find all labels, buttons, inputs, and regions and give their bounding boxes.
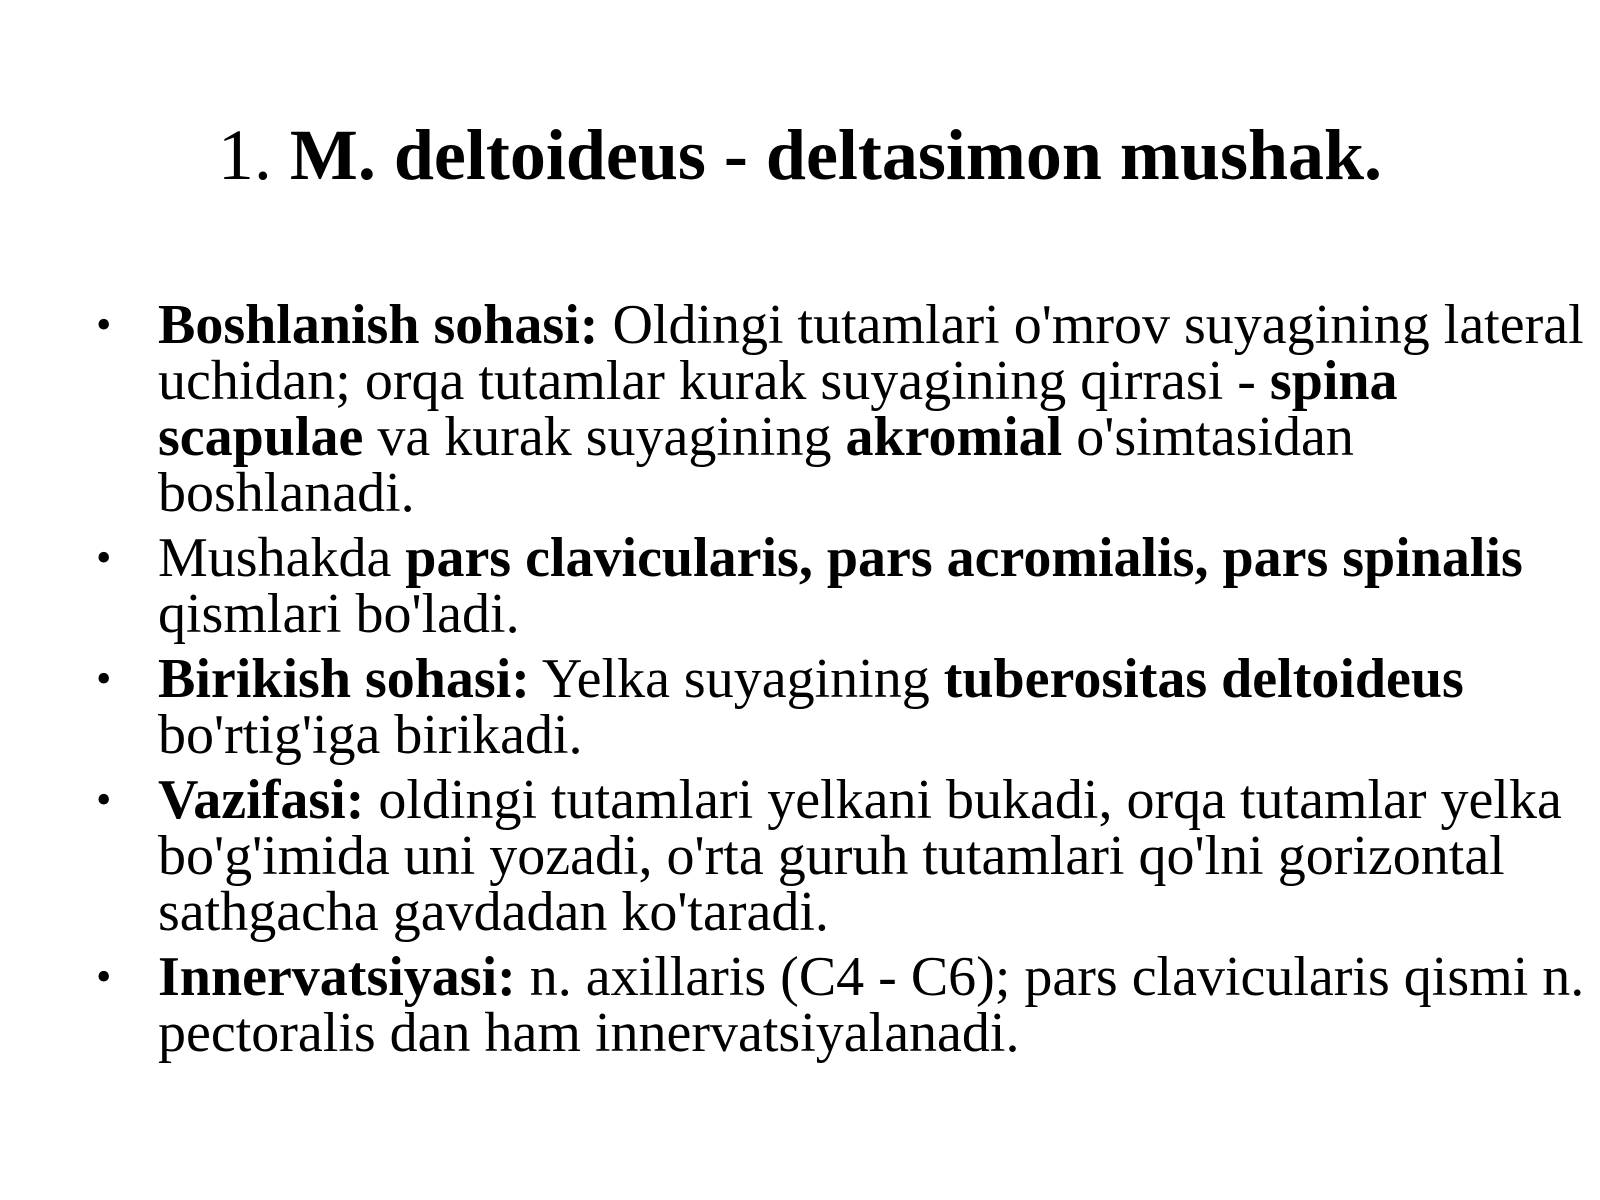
bullet-text: oldingi tutamlari yelkani bukadi, orqa tutamlar yelka bo'g'imida uni yozadi, o'rta guruh tutamlari qo'lni gorizontal sathgacha gavdadan ko'taradi. <box>158 769 1562 943</box>
bullet-text: o'simtasidan boshlanadi. <box>158 406 1354 524</box>
bullet-item-insertion <box>96 648 1596 766</box>
bullet-item-innervation <box>96 946 1596 1064</box>
bullet-term: spina scapulae <box>158 350 1398 468</box>
bullet-list <box>96 294 1596 1070</box>
bullet-item-origin <box>96 294 1596 524</box>
bullet-icon: • <box>96 952 112 1001</box>
bullet-icon: • <box>96 654 112 703</box>
bullet-text: Oldingi tutamlari o'mrov suyagining lateral uchidan; orqa tutamlar kurak suyagining qirrasi - <box>158 294 1584 412</box>
bullet-text: Yelka suyagining <box>529 648 944 710</box>
bullet-item-parts <box>96 527 1596 645</box>
bullet-text: va kurak suyagining <box>363 406 846 468</box>
bullet-label: Vazifasi: <box>158 769 365 831</box>
bullet-text: n. axillaris (C4 - C6); pars clavicularis qismi n. pectoralis dan ham innervatsiyalanadi. <box>158 946 1585 1064</box>
bullet-icon: • <box>96 300 112 349</box>
bullet-text: qismlari bo'ladi. <box>158 583 520 645</box>
title-number: 1. <box>217 115 272 195</box>
title-text: M. deltoideus - deltasimon mushak. <box>289 115 1383 195</box>
bullet-label: Innervatsiyasi: <box>158 946 516 1008</box>
bullet-icon: • <box>96 775 112 824</box>
bullet-item-function <box>96 769 1596 943</box>
bullet-text: Mushakda <box>158 527 406 589</box>
bullet-term: pars clavicularis, pars acromialis, pars spinalis <box>405 527 1523 589</box>
bullet-term: tuberositas deltoideus <box>943 648 1464 710</box>
bullet-term: akromial <box>845 406 1063 468</box>
bullet-icon: • <box>96 533 112 582</box>
bullet-label: Birikish sohasi: <box>158 648 530 710</box>
slide-title <box>0 113 1600 197</box>
bullet-text: bo'rtig'iga birikadi. <box>158 704 583 766</box>
bullet-label: Boshlanish sohasi: <box>158 294 599 356</box>
